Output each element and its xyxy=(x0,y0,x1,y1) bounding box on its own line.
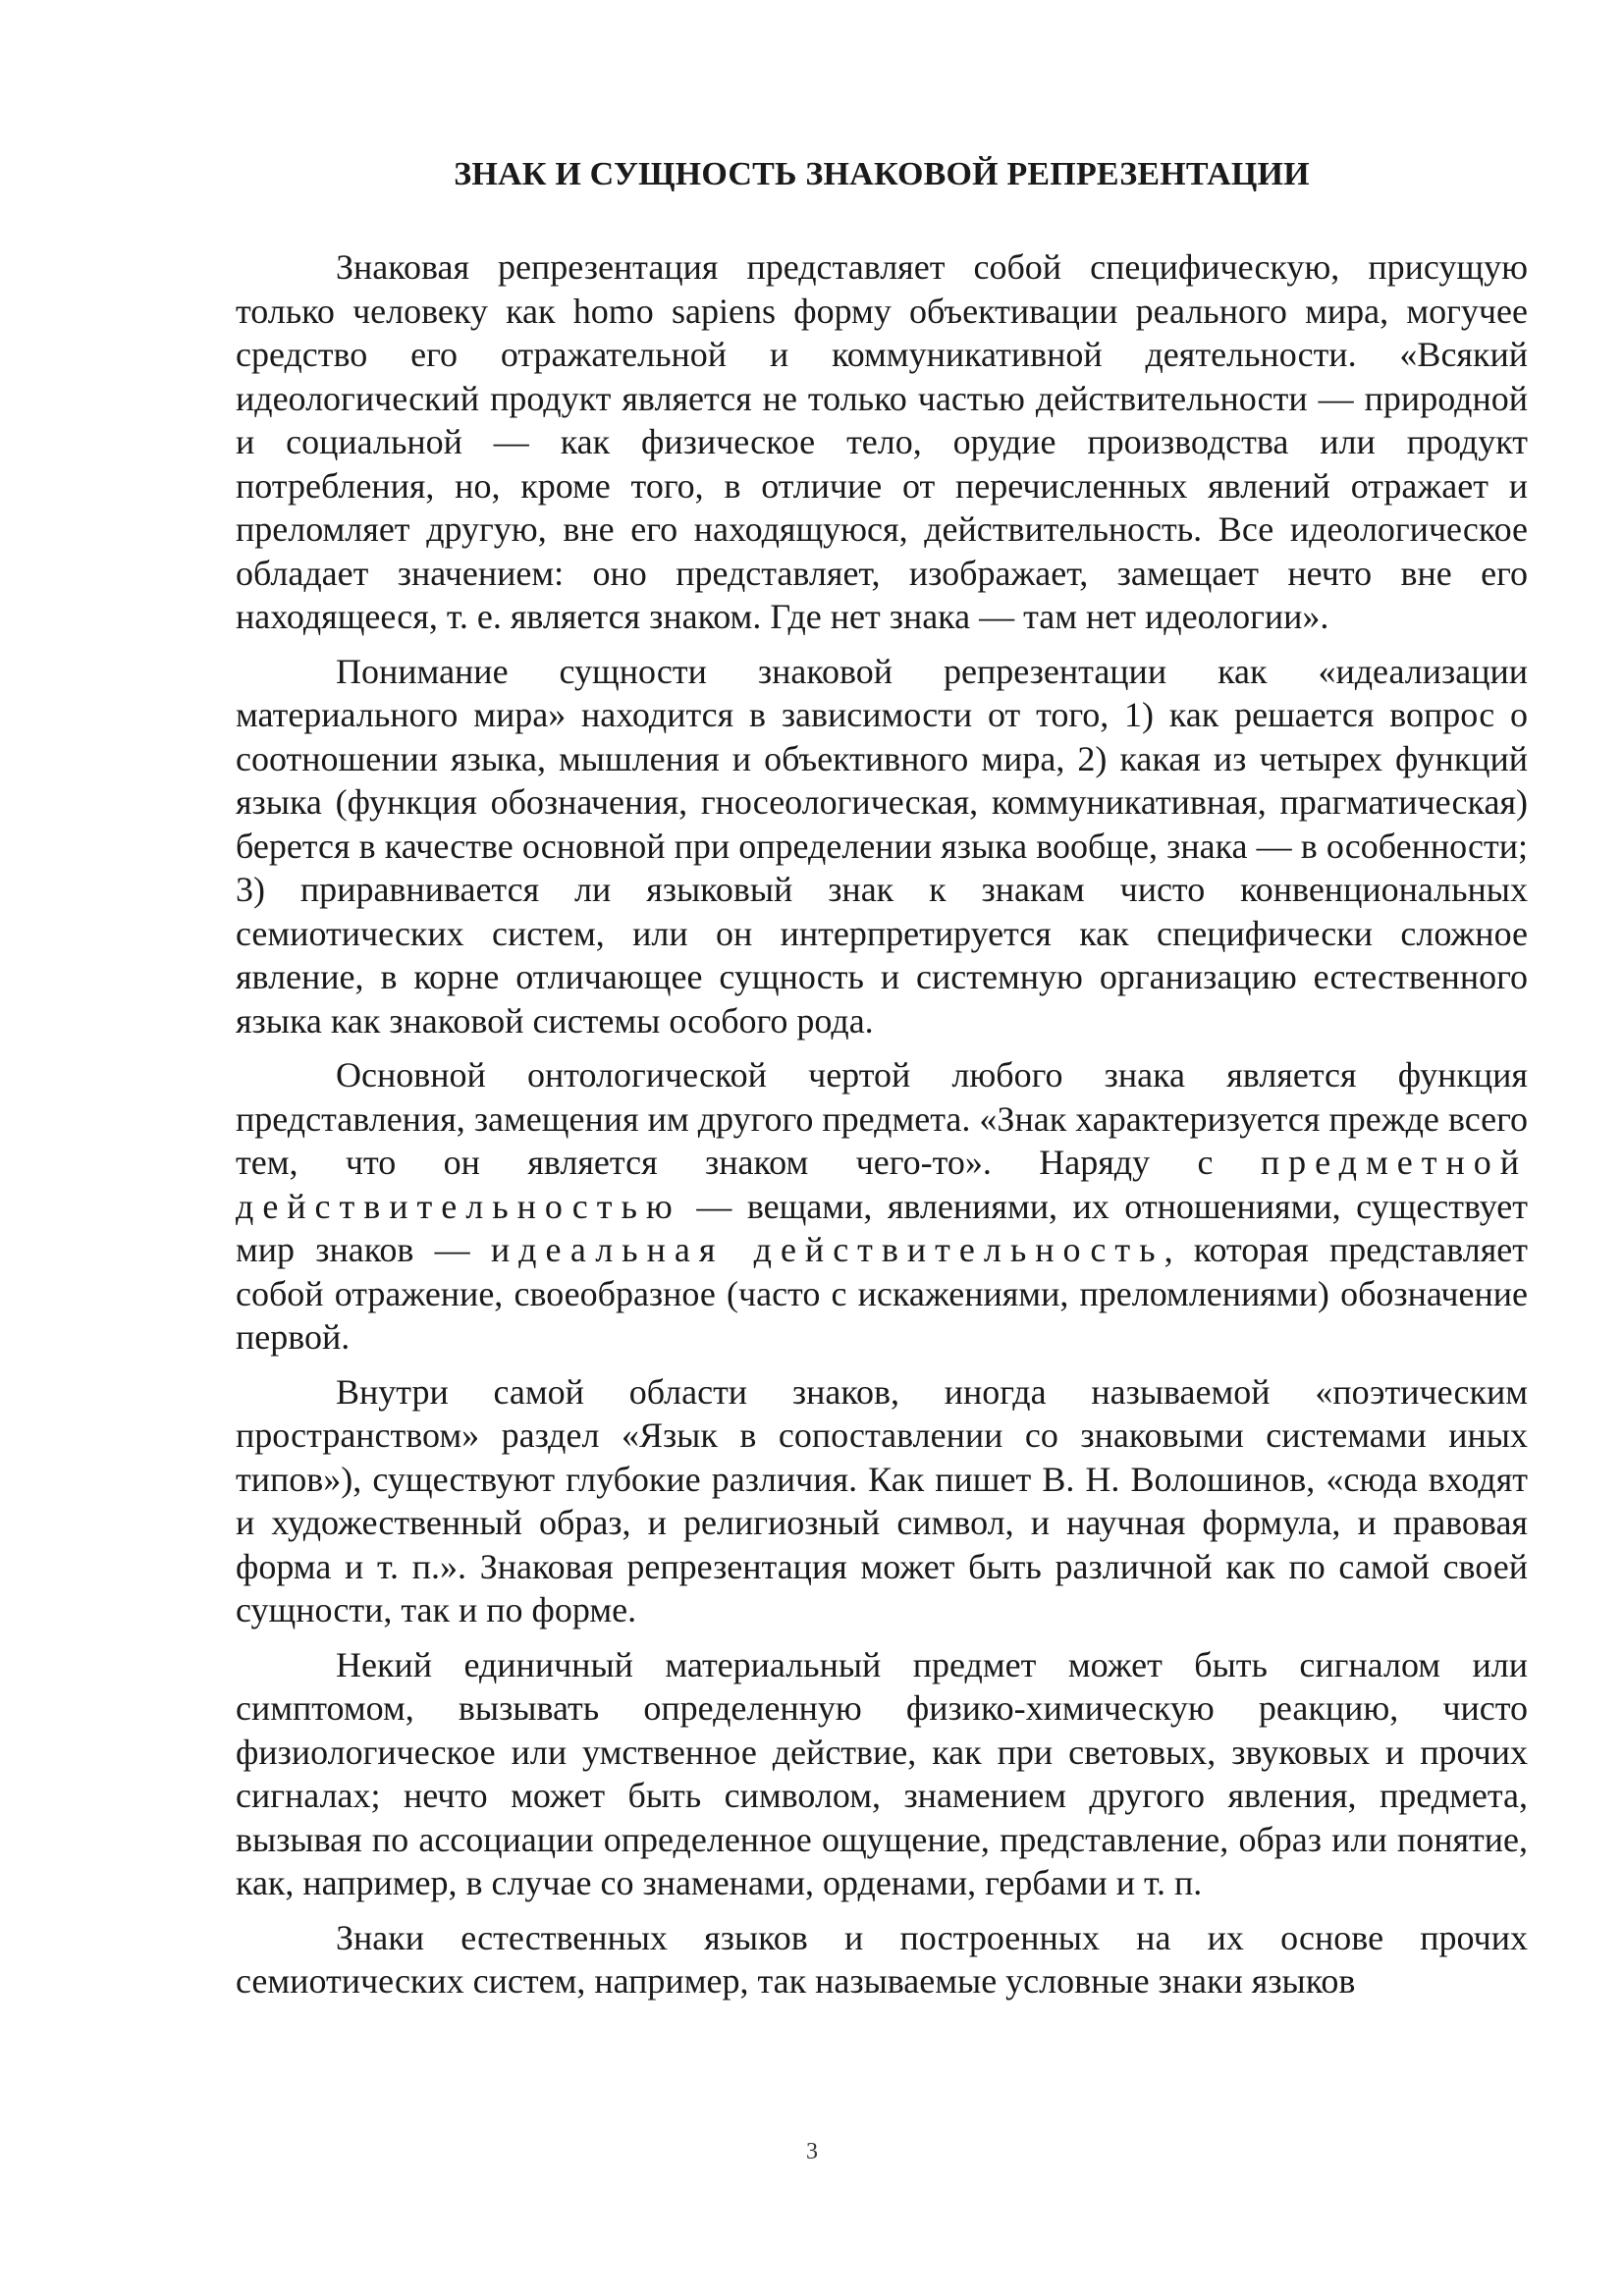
spaced-term-ideal-reality: идеальная действительность xyxy=(490,1230,1164,1269)
document-body xyxy=(236,245,1528,2014)
paragraph-3-text-1: Основной онтологической чертой любого знака является функция представления, замещения им другого предмета. «Знак характеризуется прежде всего тем, что он является знаком чего-то». Наряду с xyxy=(236,1055,1528,1182)
page-title: ЗНАК И СУЩНОСТЬ ЗНАКОВОЙ РЕПРЕЗЕНТАЦИИ xyxy=(454,156,1310,192)
spaced-term-objective-reality: предметной действительностью xyxy=(236,1143,1528,1226)
paragraph-2: Понимание сущности знаковой репрезентации как «идеализации материального мира» находится в зависимости от того, 1) как решается вопрос о соотношении языка, мышления и объективного мира, 2) какая из четырех функций языка (функция обозначения, гносеологическая, коммуникативная, прагматическая) берется в качестве основной при определении языка вообще, знака — в особенности; 3) приравнивается ли языковый знак к знакам чисто конвенциональных семиотических систем, или он интерпретируется как специфически сложное явление, в корне отличающее сущность и системную организацию естественного языка как знаковой системы особого рода. xyxy=(236,651,1528,1041)
paragraph-5: Некий единичный материальный предмет может быть сигналом или симптомом, вызывать определенную физико-химическую реакцию, чисто физиологическое или умственное действие, как при световых, звуковых и прочих сигналах; нечто может быть символом, знамением другого явления, предмета, вызывая по ассоциации определенное ощущение, представление, образ или понятие, как, например, в случае со знаменами, орденами, гербами и т. п. xyxy=(236,1644,1528,1902)
paragraph-4: Внутри самой области знаков, иногда называемой «поэтическим пространством» раздел «Язык в сопоставлении со знаковыми системами иных типов»), существуют глубокие различия. Как пишет В. Н. Волошинов, «сюда входят и художественный образ, и религиозный символ, и научная формула, и правовая форма и т. п.». Знаковая репрезентация может быть различной как по самой своей сущности, так и по форме. xyxy=(236,1371,1528,1629)
page-number: 3 xyxy=(806,2139,818,2164)
paragraph-3-text-3: , которая представляет собой отражение, своеобразное (часто с искажениями, преломлениями) обозначение первой. xyxy=(236,1230,1529,1357)
paragraph-1: Знаковая репрезентация представляет собой специфическую, присущую только человеку как homo sapiens форму объективации реального мира, могучее средство его отражательной и коммуникативной деятельности. «Всякий идеологический продукт является не только частью действительности — природной и социальной — как физическое тело, орудие производства или продукт потребления, но, кроме того, в отличие от перечисленных явлений отражает и преломляет другую, вне его находящуюся, действительность. Все идеологическое обладает значением: оно представляет, изображает, замещает нечто вне его находящееся, т. е. является знаком. Где нет знака — там нет идеологии». xyxy=(236,247,1528,636)
paragraph-3-text-2: — вещами, явлениями, их отношениями, существует мир знаков — xyxy=(236,1186,1528,1269)
paragraph-3 xyxy=(236,1053,1528,1360)
paragraph-6: Знаки естественных языков и построенных на их основе прочих семиотических систем, например, так называемые условные знаки языков xyxy=(236,1917,1528,2001)
